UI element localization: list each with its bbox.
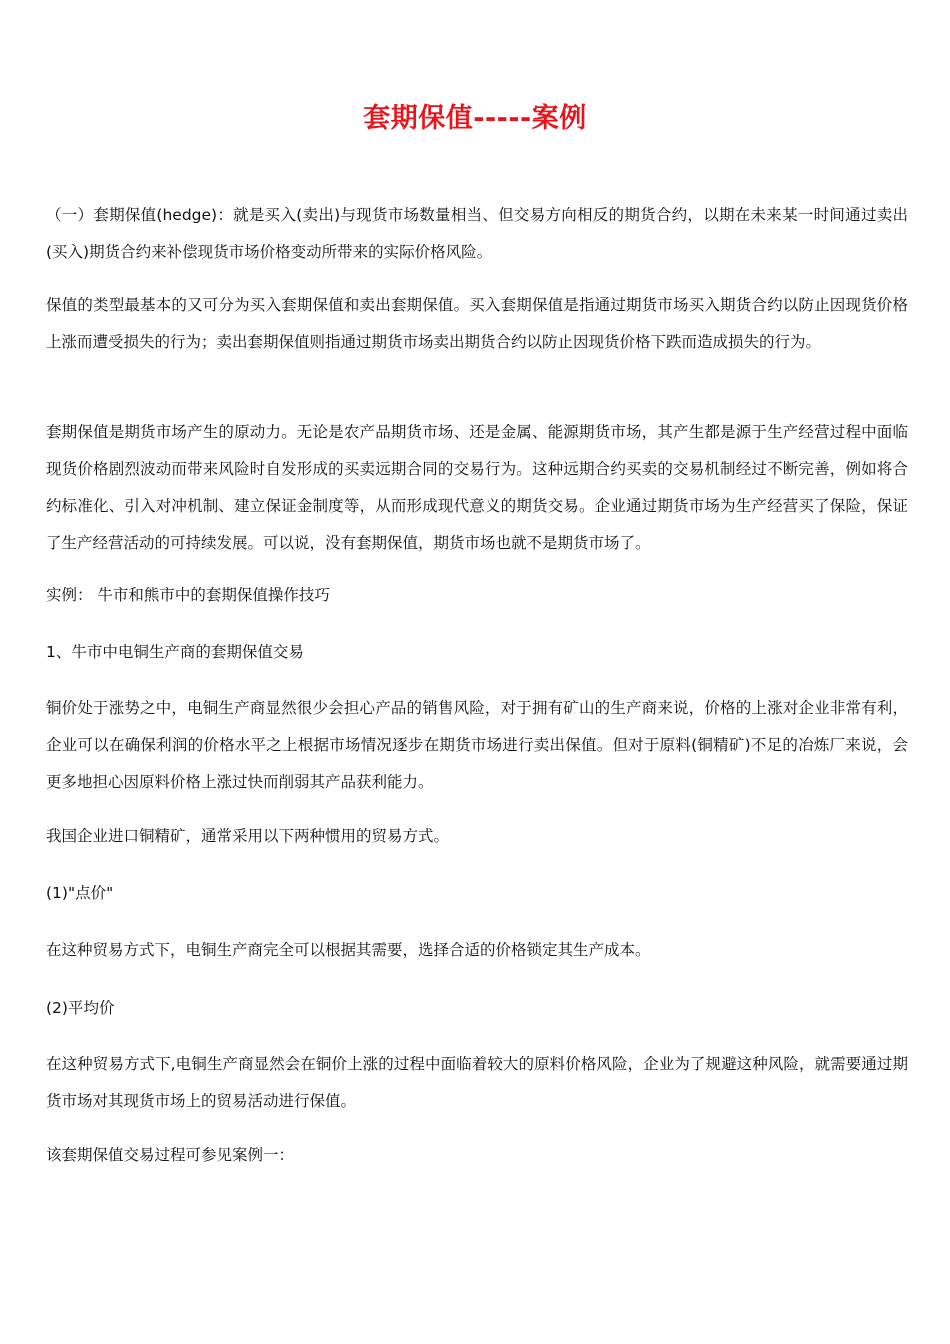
paragraph-hedge-types: 保值的类型最基本的又可分为买入套期保值和卖出套期保值。买入套期保值是指通过期货市场买入期货合约以防止因现货价格上涨而遭受损失的行为；卖出套期保值则指通过期货市场卖出期货合约以防止因现货价格下跌而造成损失的行为。 — [46, 296, 908, 351]
paragraph-hedge-definition: （一）套期保值(hedge)：就是买入(卖出)与现货市场数量相当、但交易方向相反的期货合约，以期在未来某一时间通过卖出(买入)期货合约来补偿现货市场价格变动所带来的实际价格风险。 — [46, 206, 908, 261]
paragraph-method-2-heading: (2)平均价 — [46, 999, 115, 1017]
document-title: 套期保值-----案例 — [363, 103, 587, 134]
paragraph-example-heading: 实例： 牛市和熊市中的套期保值操作技巧 — [46, 586, 330, 604]
paragraph-method-1-text: 在这种贸易方式下，电铜生产商完全可以根据其需要，选择合适的价格锁定其生产成本。 — [46, 941, 651, 959]
paragraph-see-case-1: 该套期保值交易过程可参见案例一： — [46, 1146, 295, 1164]
paragraph-method-2-text: 在这种贸易方式下,电铜生产商显然会在铜价上涨的过程中面临着较大的原料价格风险，企业为了规避这种风险，就需要通过期货市场对其现货市场上的贸易活动进行保值。 — [46, 1055, 908, 1110]
paragraph-section-1-heading: 1、牛市中电铜生产商的套期保值交易 — [46, 643, 304, 661]
paragraph-copper-bull-market: 铜价处于涨势之中，电铜生产商显然很少会担心产品的销售风险，对于拥有矿山的生产商来说，价格的上涨对企业非常有利，企业可以在确保利润的价格水平之上根据市场情况逐步在期货市场进行卖出保值。但对于原料(铜精矿)不足的冶炼厂来说，会更多地担心因原料价格上涨过快而削弱其产品获利能力。 — [46, 699, 908, 791]
paragraph-hedge-origin: 套期保值是期货市场产生的原动力。无论是农产品期货市场、还是金属、能源期货市场，其产生都是源于生产经营过程中面临现货价格剧烈波动而带来风险时自发形成的买卖远期合同的交易行为。这种远期合约买卖的交易机制经过不断完善，例如将合约标准化、引入对冲机制、建立保证金制度等，从而形成现代意义的期货交易。企业通过期货市场为生产经营买了保险，保证了生产经营活动的可持续发展。可以说，没有套期保值，期货市场也就不是期货市场了。 — [46, 423, 908, 552]
paragraph-trade-methods: 我国企业进口铜精矿，通常采用以下两种惯用的贸易方式。 — [46, 827, 450, 845]
paragraph-method-1-heading: (1)"点价" — [46, 884, 114, 902]
